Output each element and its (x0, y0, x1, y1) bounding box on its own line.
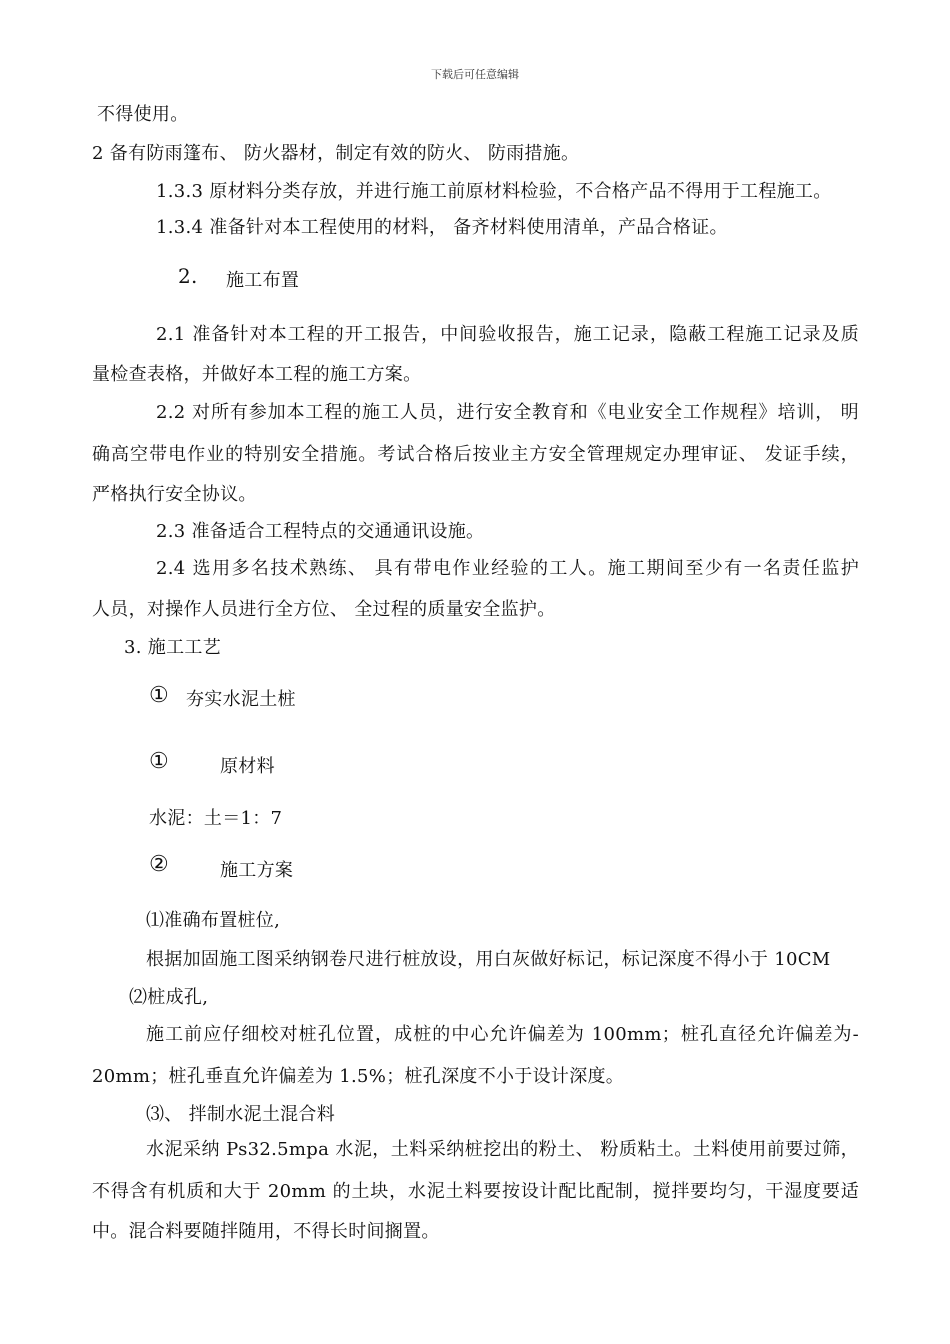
circled-number: ① (149, 683, 170, 708)
text-line: 不得含有机质和大于 20mm 的土块，水泥土料要按设计配比配制，搅拌要均匀，干湿度要适 (92, 1181, 859, 1202)
text-line: ⑵桩成孔, (129, 987, 209, 1008)
text-line: 确高空带电作业的特别安全措施。考试合格后按业主方安全管理规定办理审证、 发证手续， (92, 444, 859, 465)
text-line: 水泥采纳 Ps32.5mpa 水泥，土料采纳桩挖出的粉土、 粉质粘土。土料使用前要过筛， (146, 1139, 859, 1160)
section-heading: 3. 施工工艺 (124, 637, 221, 658)
text-line: 2 备有防雨篷布、 防火器材，制定有效的防火、 防雨措施。 (92, 143, 580, 164)
text-line: ⑴准确布置桩位, (146, 910, 281, 931)
text-line: 2.2 对所有参加本工程的施工人员，进行安全教育和《电业安全工作规程》培训， 明 (156, 402, 859, 423)
section-title: 施工布置 (226, 270, 300, 291)
text-line: 根据加固施工图采纳钢卷尺进行桩放设，用白灰做好标记，标记深度不得小于 10CM (146, 949, 831, 970)
text-line: 2.1 准备针对本工程的开工报告，中间验收报告，施工记录，隐蔽工程施工记录及质 (156, 324, 859, 345)
text-line: 严格执行安全协议。 (92, 484, 257, 505)
text-line: 人员，对操作人员进行全方位、 全过程的质量安全监护。 (92, 599, 556, 620)
text-line: 20mm；桩孔垂直允许偏差为 1.5%；桩孔深度不小于设计深度。 (92, 1066, 625, 1087)
text-line: 量检查表格，并做好本工程的施工方案。 (92, 364, 422, 385)
circled-number: ① (149, 749, 170, 774)
text-line: 2.4 选用多名技术熟练、 具有带电作业经验的工人。施工期间至少有一名责任监护 (156, 558, 859, 579)
section-number: 2. (178, 264, 198, 288)
text-line: 不得使用。 (97, 104, 189, 125)
text-line: 水泥：土＝1：7 (149, 808, 283, 829)
subsection-title: 施工方案 (220, 860, 294, 881)
subsection-title: 原材料 (220, 756, 275, 777)
text-line: 施工前应仔细校对桩孔位置，成桩的中心允许偏差为 100mm；桩孔直径允许偏差为- (146, 1024, 859, 1045)
text-line: ⑶、 拌制水泥土混合料 (146, 1104, 336, 1125)
subsection-title: 夯实水泥土桩 (186, 689, 296, 710)
text-line: 2.3 准备适合工程特点的交通通讯设施。 (156, 521, 485, 542)
text-line: 中。混合料要随拌随用，不得长时间搁置。 (92, 1221, 440, 1242)
text-line: 1.3.4 准备针对本工程使用的材料， 备齐材料使用清单，产品合格证。 (156, 217, 728, 238)
text-line: 1.3.3 原材料分类存放，并进行施工前原材料检验，不合格产品不得用于工程施工。 (156, 181, 832, 202)
circled-number: ② (149, 852, 170, 877)
page-header: 下载后可任意编辑 (431, 68, 519, 81)
